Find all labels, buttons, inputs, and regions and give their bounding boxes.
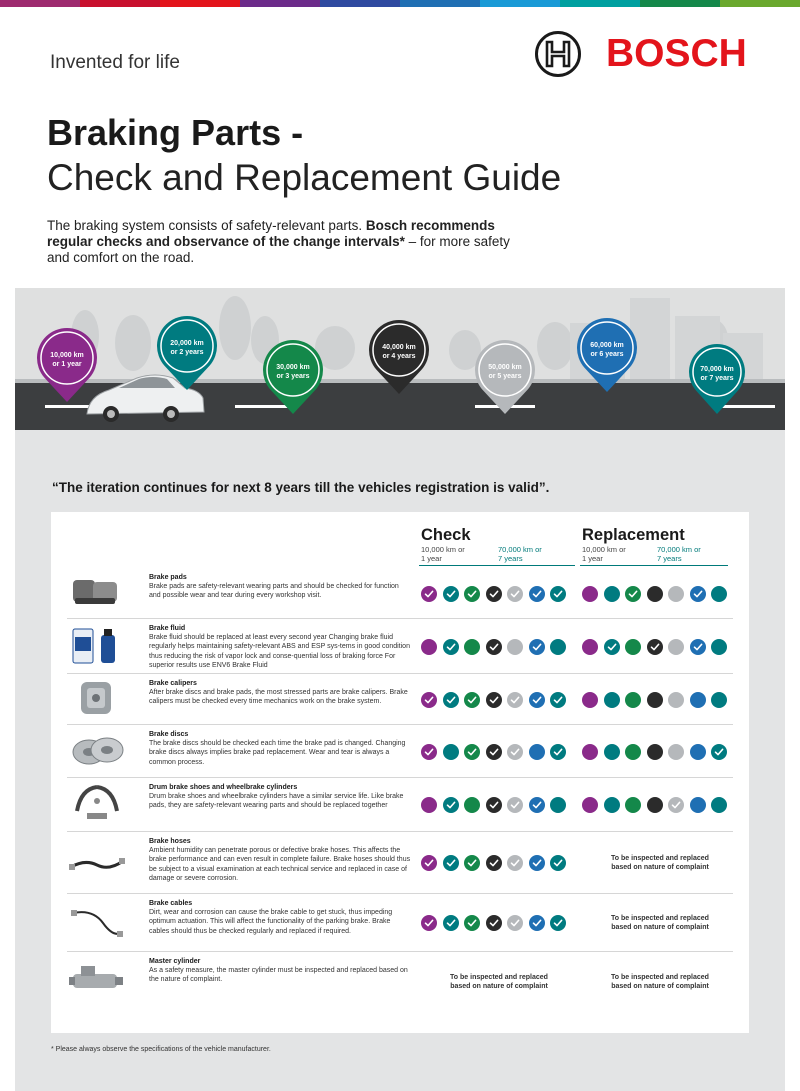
interval-dot <box>668 639 684 655</box>
checkmark-icon <box>424 858 434 868</box>
part-title: Brake pads <box>149 574 187 581</box>
interval-dot <box>604 639 620 655</box>
parts-table-card <box>51 512 749 1033</box>
check-heading-rule <box>419 565 575 566</box>
interval-dot <box>507 586 523 602</box>
replacement-column-heading: Replacement <box>582 526 685 544</box>
checkmark-icon <box>628 589 638 599</box>
interval-dot <box>550 744 566 760</box>
checkmark-icon <box>446 918 456 928</box>
interval-dot <box>464 692 480 708</box>
intro-emphasis: Bosch recommends regular checks and observance of the change intervals* <box>47 218 495 249</box>
checkmark-icon <box>424 918 434 928</box>
milestone-distance: 70,000 km <box>700 366 734 373</box>
milestone-distance: 20,000 km <box>170 340 204 347</box>
iteration-quote: “The iteration continues for next 8 years till the vehicles registration is valid”. <box>52 480 550 495</box>
interval-dot <box>582 744 598 760</box>
interval-dot <box>668 692 684 708</box>
interval-dot <box>647 797 663 813</box>
replacement-interval-dots <box>582 797 727 813</box>
brake-caliper-image <box>67 676 133 725</box>
check-interval-dots <box>421 855 566 871</box>
interval-dot <box>529 915 545 931</box>
interval-dot <box>690 797 706 813</box>
interval-dot <box>464 639 480 655</box>
check-start-interval: 10,000 km or 1 year <box>421 545 465 563</box>
check-inspect-note: To be inspected and replaced based on nature of complaint <box>450 974 548 990</box>
table-row <box>67 894 733 952</box>
brake-fluid-image <box>67 623 133 672</box>
interval-dot <box>550 586 566 602</box>
part-title: Master cylinder <box>149 958 201 965</box>
table-row <box>67 952 733 1012</box>
brand-wordmark: BOSCH <box>606 32 747 75</box>
interval-dot <box>486 915 502 931</box>
replacement-heading-rule <box>580 565 728 566</box>
checkmark-icon <box>489 800 499 810</box>
part-title: Drum brake shoes and wheelbrake cylinders <box>149 784 298 791</box>
brand-color-stripe <box>0 0 800 7</box>
part-title: Brake calipers <box>149 680 197 687</box>
interval-dot <box>421 639 437 655</box>
interval-dot <box>582 797 598 813</box>
interval-dot <box>711 586 727 602</box>
page-title: Braking Parts - <box>47 112 304 153</box>
interval-dot <box>550 915 566 931</box>
checkmark-icon <box>510 747 520 757</box>
part-description-block <box>149 679 411 707</box>
table-row <box>67 725 733 778</box>
bosch-armature-icon <box>534 30 582 78</box>
check-interval-dots <box>421 692 566 708</box>
checkmark-icon <box>489 589 499 599</box>
checkmark-icon <box>489 918 499 928</box>
checkmark-icon <box>489 642 499 652</box>
interval-dot <box>443 639 459 655</box>
interval-dot <box>486 586 502 602</box>
replacement-interval-dots <box>582 639 727 655</box>
interval-dot <box>529 692 545 708</box>
checkmark-icon <box>446 800 456 810</box>
checkmark-icon <box>446 589 456 599</box>
interval-dot <box>647 639 663 655</box>
checkmark-icon <box>510 589 520 599</box>
milestone-distance: 60,000 km <box>590 342 624 349</box>
interval-dot <box>421 855 437 871</box>
interval-dot <box>529 639 545 655</box>
interval-dot <box>443 855 459 871</box>
part-title: Brake discs <box>149 731 189 738</box>
replacement-interval-dots <box>582 586 727 602</box>
checkmark-icon <box>510 800 520 810</box>
part-description-block <box>149 837 411 883</box>
milestone-duration: or 7 years <box>700 375 734 382</box>
part-title: Brake cables <box>149 900 193 907</box>
interval-dot <box>582 639 598 655</box>
part-description-block <box>149 899 411 936</box>
interval-dot <box>711 639 727 655</box>
check-interval-dots <box>421 915 566 931</box>
interval-dot <box>690 692 706 708</box>
checkmark-icon <box>467 918 477 928</box>
interval-dot <box>486 855 502 871</box>
footnote: * Please always observe the specifications of the vehicle manufacturer. <box>51 1046 271 1053</box>
checkmark-icon <box>489 858 499 868</box>
checkmark-icon <box>532 800 542 810</box>
checkmark-icon <box>489 747 499 757</box>
checkmark-icon <box>553 747 563 757</box>
milestone-duration: or 3 years <box>276 373 310 380</box>
page-subtitle: Check and Replacement Guide <box>47 157 562 198</box>
replacement-inspect-note: To be inspected and replaced based on nature of complaint <box>611 974 709 990</box>
interval-dot <box>507 744 523 760</box>
checkmark-icon <box>532 642 542 652</box>
replacement-inspect-note: To be inspected and replaced based on nature of complaint <box>611 915 709 931</box>
interval-dot <box>529 744 545 760</box>
part-description: Ambient humidity can penetrate porous or defective brake hoses. This affects the brake performance and can even result in complete failure. Brake hoses should thus be subject to a visual examination at each technical service and replaced in case of damage or severe corrosion. <box>149 847 411 882</box>
part-description: Drum brake shoes and wheelbrake cylinders have a similar service life. Like brake pads, they are safety-relevant wearing parts and should be replaced together <box>149 793 404 810</box>
interval-dot <box>421 586 437 602</box>
check-column-heading: Check <box>421 526 471 544</box>
milestone-duration: or 1 year <box>52 361 82 368</box>
interval-dot <box>625 692 641 708</box>
check-interval-dots <box>421 744 566 760</box>
interval-dot <box>464 744 480 760</box>
interval-dot <box>421 915 437 931</box>
interval-dot <box>464 855 480 871</box>
interval-dot <box>550 692 566 708</box>
interval-dot <box>625 797 641 813</box>
interval-dot <box>486 692 502 708</box>
checkmark-icon <box>467 858 477 868</box>
interval-dot <box>486 639 502 655</box>
check-interval-dots <box>421 639 566 655</box>
checkmark-icon <box>446 642 456 652</box>
part-title: Brake fluid <box>149 625 186 632</box>
checkmark-icon <box>532 918 542 928</box>
milestone-duration: or 4 years <box>382 353 416 360</box>
part-title: Brake hoses <box>149 838 191 845</box>
interval-dot <box>550 855 566 871</box>
interval-dot <box>690 586 706 602</box>
checkmark-icon <box>424 747 434 757</box>
checkmark-icon <box>553 589 563 599</box>
checkmark-icon <box>489 695 499 705</box>
part-description: The brake discs should be checked each time the brake pad is changed. Changing brake discs always implies brake pad replacement. Wear and tear is always a common process. <box>149 740 406 766</box>
replacement-inspect-note: To be inspected and replaced based on nature of complaint <box>611 855 709 871</box>
checkmark-icon <box>446 695 456 705</box>
interval-dot <box>507 692 523 708</box>
drum-brake-image <box>67 781 133 830</box>
interval-dot <box>711 744 727 760</box>
intro-paragraph <box>47 218 527 266</box>
milestone-distance: 10,000 km <box>50 352 84 359</box>
table-row <box>67 832 733 894</box>
interval-dot <box>529 855 545 871</box>
mileage-road-illustration <box>15 288 785 430</box>
table-row <box>67 619 733 674</box>
interval-dot <box>507 797 523 813</box>
checkmark-icon <box>510 858 520 868</box>
interval-dot <box>507 639 523 655</box>
checkmark-icon <box>424 589 434 599</box>
interval-dot <box>464 915 480 931</box>
checkmark-icon <box>693 589 703 599</box>
brand-tagline: Invented for life <box>50 52 180 73</box>
interval-dot <box>604 692 620 708</box>
part-description-block <box>149 624 411 670</box>
part-description: After brake discs and brake pads, the most stressed parts are brake calipers. Brake calipers must be checked every time mechanics work on the brake system. <box>149 689 408 706</box>
checkmark-icon <box>446 858 456 868</box>
replacement-interval-dots <box>582 744 727 760</box>
check-end-interval: 70,000 km or 7 years <box>498 545 542 563</box>
interval-dot <box>550 797 566 813</box>
part-description: Brake fluid should be replaced at least every second year Changing brake fluid regularly helps maintaining safety-relevant ABS and ESP sys-tems in good condition thus reducing the risk of vapor lock and conse-quential loss of braking force For superior results use ENV6 Brake Fluid <box>149 634 410 669</box>
table-row <box>67 568 733 619</box>
checkmark-icon <box>532 589 542 599</box>
interval-dot <box>647 692 663 708</box>
intro-text: The braking system consists of safety-relevant parts. <box>47 218 366 233</box>
interval-dot <box>604 744 620 760</box>
milestone-distance: 50,000 km <box>488 364 522 371</box>
interval-dot <box>668 586 684 602</box>
road-scene-graphic <box>15 288 785 430</box>
part-description-block <box>149 957 411 985</box>
part-description-block <box>149 573 411 601</box>
milestone-duration: or 2 years <box>170 349 204 356</box>
check-interval-dots <box>421 586 566 602</box>
interval-dot <box>647 586 663 602</box>
interval-dot <box>421 797 437 813</box>
milestone-distance: 40,000 km <box>382 344 416 351</box>
checkmark-icon <box>553 695 563 705</box>
master-cylinder-image <box>67 958 133 1007</box>
replacement-start-interval: 10,000 km or 1 year <box>582 545 626 563</box>
part-description-block <box>149 783 411 811</box>
check-interval-dots <box>421 797 566 813</box>
checkmark-icon <box>424 695 434 705</box>
interval-dot <box>443 692 459 708</box>
interval-dot <box>604 586 620 602</box>
checkmark-icon <box>532 695 542 705</box>
milestone-distance: 30,000 km <box>276 364 310 371</box>
brake-hose-image <box>67 839 133 888</box>
interval-dot <box>421 692 437 708</box>
interval-dot <box>625 639 641 655</box>
table-row <box>67 674 733 725</box>
interval-dot <box>582 586 598 602</box>
interval-dot <box>507 855 523 871</box>
milestone-duration: or 5 years <box>488 373 522 380</box>
interval-dot <box>625 586 641 602</box>
interval-dot <box>604 797 620 813</box>
interval-dot <box>690 744 706 760</box>
checkmark-icon <box>532 858 542 868</box>
intro-text-end: – for more safety and comfort on the road. <box>47 234 510 265</box>
interval-dot <box>711 797 727 813</box>
interval-dot <box>550 639 566 655</box>
interval-dot <box>486 744 502 760</box>
checkmark-icon <box>467 695 477 705</box>
interval-dot <box>711 692 727 708</box>
interval-dot <box>690 639 706 655</box>
interval-dot <box>647 744 663 760</box>
checkmark-icon <box>671 800 681 810</box>
checkmark-icon <box>607 642 617 652</box>
checkmark-icon <box>510 695 520 705</box>
checkmark-icon <box>693 642 703 652</box>
interval-dot <box>421 744 437 760</box>
interval-dot <box>464 797 480 813</box>
interval-dot <box>443 586 459 602</box>
milestone-duration: or 6 years <box>590 351 624 358</box>
part-description: Brake pads are safety-relevant wearing parts and should be checked for function and possible wear and tear during every workshop visit. <box>149 583 399 600</box>
interval-dot <box>529 797 545 813</box>
brake-discs-image <box>67 728 133 777</box>
checkmark-icon <box>553 918 563 928</box>
interval-dot <box>443 744 459 760</box>
interval-dot <box>529 586 545 602</box>
interval-dot <box>464 586 480 602</box>
checkmark-icon <box>650 642 660 652</box>
part-description: As a safety measure, the master cylinder must be inspected and replaced based on the nature of complaint. <box>149 967 408 984</box>
part-description: Dirt, wear and corrosion can cause the brake cable to get stuck, thus impeding optimum actuation. This will affect the functionality of the parking brake. Brake cables should thus be checked regularly and replaced if required. <box>149 909 393 935</box>
part-description-block <box>149 730 411 767</box>
table-row <box>67 778 733 832</box>
checkmark-icon <box>510 918 520 928</box>
brake-cable-image <box>67 899 133 948</box>
interval-dot <box>668 744 684 760</box>
bosch-logo <box>534 30 747 78</box>
checkmark-icon <box>467 589 477 599</box>
interval-dot <box>486 797 502 813</box>
checkmark-icon <box>714 747 724 757</box>
replacement-interval-dots <box>582 692 727 708</box>
interval-dot <box>625 744 641 760</box>
interval-dot <box>582 692 598 708</box>
brake-pads-image <box>67 570 133 619</box>
interval-dot <box>668 797 684 813</box>
checkmark-icon <box>553 858 563 868</box>
interval-dot <box>443 797 459 813</box>
replacement-end-interval: 70,000 km or 7 years <box>657 545 701 563</box>
checkmark-icon <box>467 747 477 757</box>
interval-dot <box>443 915 459 931</box>
interval-dot <box>507 915 523 931</box>
